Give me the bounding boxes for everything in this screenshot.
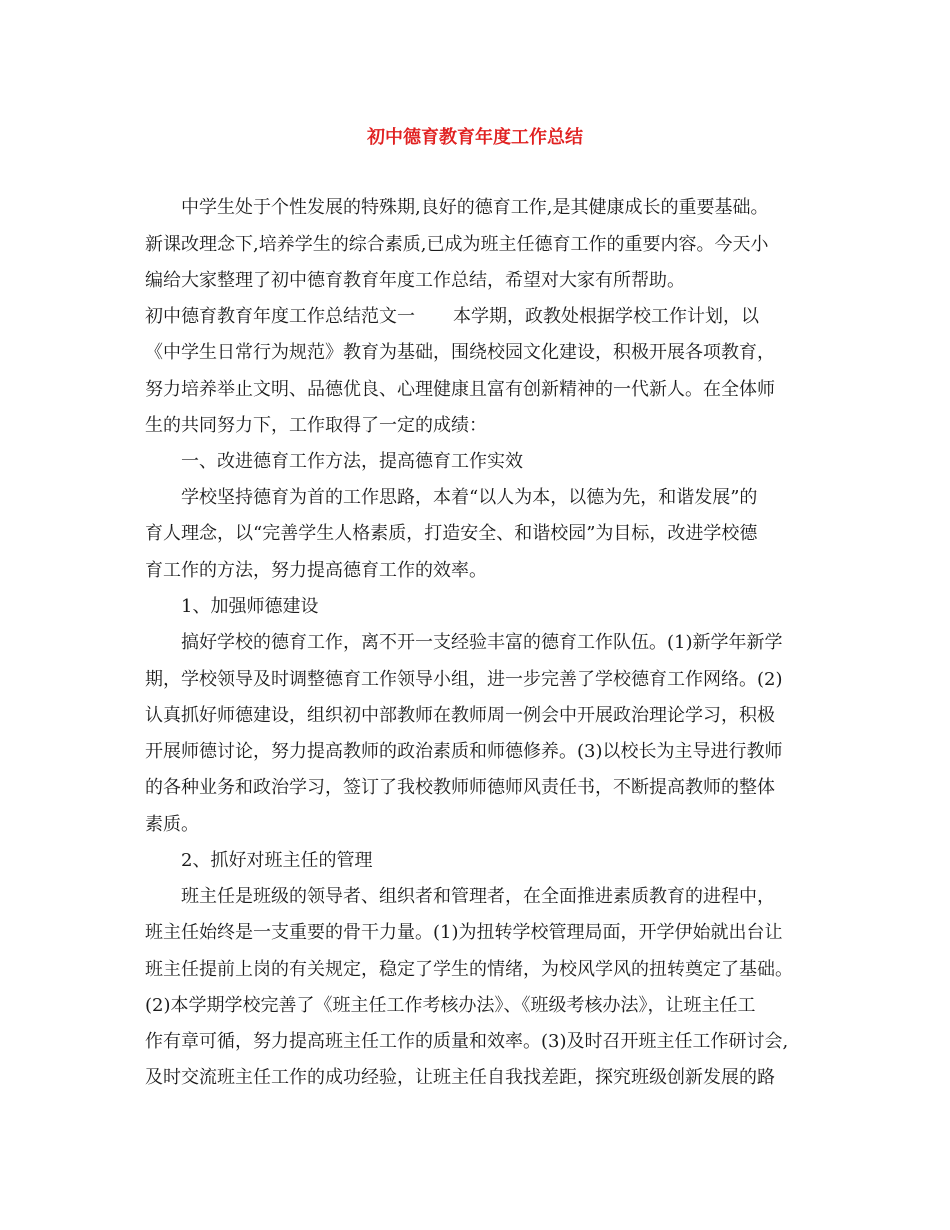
text-line: 育人理念，以“完善学生人格素质，打造安全、和谐校园”为目标，改进学校德 xyxy=(145,523,758,544)
text-line: 的各种业务和政治学习，签订了我校教师师德师风责任书，不断提高教师的整体 xyxy=(145,777,775,798)
subsection-heading: 2、抓好对班主任的管理 xyxy=(181,850,373,871)
section-heading-sample-one: 初中德育教育年度工作总结范文一 xyxy=(145,306,415,327)
text-line: 作有章可循，努力提高班主任工作的质量和效率。(3)及时召开班主任工作研讨会, xyxy=(145,1031,789,1052)
text-line: 育工作的方法，努力提高德育工作的效率。 xyxy=(145,560,487,581)
text-line: 《中学生日常行为规范》教育为基础，围绕校园文化建设，积极开展各项教育， xyxy=(145,342,775,363)
text-line: 编给大家整理了初中德育教育年度工作总结，希望对大家有所帮助。 xyxy=(145,270,685,291)
text-segment: 本学期，政教处根据学校工作计划，以 xyxy=(453,306,759,327)
text-line: 努力培养举止文明、品德优良、心理健康且富有创新精神的一代新人。在全体师 xyxy=(145,379,775,400)
text-line: 班主任提前上岗的有关规定，稳定了学生的情绪，为校风学风的扭转奠定了基础。 xyxy=(145,959,793,980)
text-line: 搞好学校的德育工作，离不开一支经验丰富的德育工作队伍。(1)新学年新学 xyxy=(181,632,783,653)
text-line: 开展师德讨论，努力提高教师的政治素质和师德修养。(3)以校长为主导进行教师 xyxy=(145,741,783,762)
text-line: (2)本学期学校完善了《班主任工作考核办法》、《班级考核办法》，让班主任工 xyxy=(145,995,756,1016)
text-line: 认真抓好师德建设，组织初中部教师在教师周一例会中开展政治理论学习，积极 xyxy=(145,705,775,726)
text-line: 中学生处于个性发展的特殊期,良好的德育工作,是其健康成长的重要基础。 xyxy=(181,197,769,218)
text-line: 班主任始终是一支重要的骨干力量。(1)为扭转学校管理局面，开学伊始就出台让 xyxy=(145,922,783,943)
text-line: 及时交流班主任工作的成功经验，让班主任自我找差距，探究班级创新发展的路 xyxy=(145,1067,775,1088)
text-line: 新课改理念下,培养学生的综合素质,已成为班主任德育工作的重要内容。今天小 xyxy=(145,234,769,255)
text-line: 期，学校领导及时调整德育工作领导小组，进一步完善了学校德育工作网络。(2) xyxy=(145,669,783,690)
text-line: 生的共同努力下，工作取得了一定的成绩： xyxy=(145,415,487,436)
text-line: 素质。 xyxy=(145,814,199,835)
document-title: 初中德育教育年度工作总结 xyxy=(367,127,583,148)
text-line: 学校坚持德育为首的工作思路，本着“以人为本，以德为先，和谐发展”的 xyxy=(181,487,758,508)
subsection-heading: 1、加强师德建设 xyxy=(181,596,319,617)
section-heading: 一、改进德育工作方法，提高德育工作实效 xyxy=(181,451,523,472)
text-line: 班主任是班级的领导者、组织者和管理者，在全面推进素质教育的进程中， xyxy=(181,886,775,907)
text-line xyxy=(145,305,759,329)
